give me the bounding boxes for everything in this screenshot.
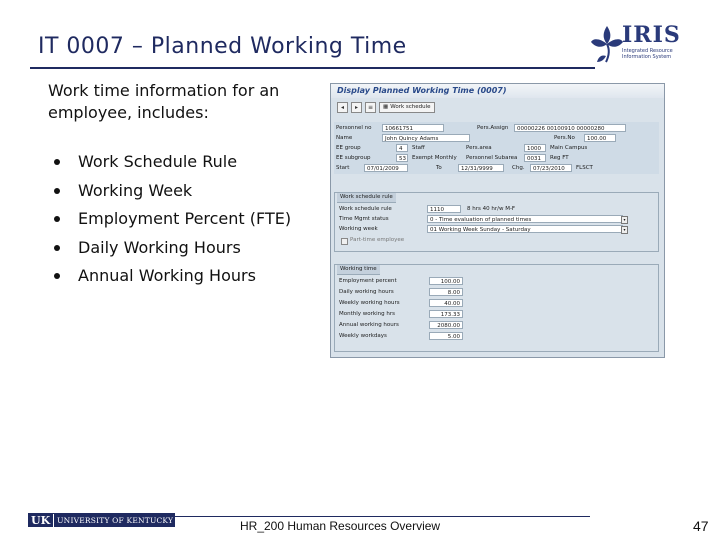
page-number: 47	[693, 518, 709, 534]
bullet-icon	[54, 188, 60, 194]
monthly-hours-label: Monthly working hrs	[339, 311, 395, 317]
bullet-list	[52, 148, 291, 291]
footer-course: HR_200 Human Resources Overview	[240, 519, 441, 533]
tm-status-label: Time Mgmt status	[339, 216, 389, 222]
work-schedule-group	[334, 192, 659, 252]
annual-hours-field[interactable]: 2080.00	[429, 321, 463, 329]
sap-screen	[330, 83, 665, 358]
overview-icon[interactable]: ≡	[365, 102, 376, 113]
working-time-group	[334, 264, 659, 352]
previous-record-icon[interactable]: ◂	[337, 102, 348, 113]
pers-no-field[interactable]: 100.00	[584, 134, 616, 142]
employment-percent-label: Employment percent	[339, 278, 397, 284]
bullet-icon	[54, 273, 60, 279]
bullet-item	[52, 148, 291, 177]
title-underline	[30, 67, 595, 69]
bullet-text: Employment Percent (FTE)	[78, 209, 292, 229]
bullet-item	[52, 234, 291, 263]
footer-divider	[175, 516, 590, 517]
name-field[interactable]: John Quincy Adams	[382, 134, 470, 142]
weekly-hours-label: Weekly working hours	[339, 300, 400, 306]
pers-no-label: Pers.No	[554, 135, 575, 141]
subarea-label: Personnel Subarea	[466, 155, 518, 161]
daily-hours-label: Daily working hours	[339, 289, 394, 295]
ee-group-text: Staff	[412, 145, 425, 151]
working-week-dropdown-icon[interactable]: ▾	[621, 226, 628, 234]
weekly-workdays-field[interactable]: 5.00	[429, 332, 463, 340]
to-label: To	[436, 165, 442, 171]
start-date-field[interactable]: 07/01/2009	[364, 164, 408, 172]
sap-window-title: Display Planned Working Time (0007)	[331, 84, 664, 98]
end-date-field[interactable]: 12/31/9999	[458, 164, 504, 172]
logo-tagline: Integrated Resource Information System	[622, 48, 673, 60]
bullet-icon	[54, 245, 60, 251]
bullet-item	[52, 205, 291, 234]
bullet-text: Annual Working Hours	[78, 266, 256, 286]
working-week-field[interactable]: 01 Working Week Sunday - Saturday	[427, 225, 623, 233]
work-schedule-group-title: Work schedule rule	[337, 193, 396, 203]
ee-group-field[interactable]: 4	[396, 144, 408, 152]
employment-percent-field[interactable]: 100.00	[429, 277, 463, 285]
next-record-icon[interactable]: ▸	[351, 102, 362, 113]
ee-subgroup-text: Exempt Monthly	[412, 155, 457, 161]
weekly-workdays-label: Weekly workdays	[339, 333, 387, 339]
pers-area-text: Main Campus	[550, 145, 588, 151]
part-time-label: Part-time employee	[350, 237, 405, 243]
sap-toolbar	[331, 101, 664, 113]
working-time-group-title: Working time	[337, 265, 380, 275]
annual-hours-label: Annual working hours	[339, 322, 399, 328]
bullet-icon	[54, 216, 60, 222]
university-name: UNIVERSITY OF KENTUCKY	[57, 515, 174, 525]
weekly-hours-field[interactable]: 40.00	[429, 299, 463, 307]
bullet-text: Daily Working Hours	[78, 237, 241, 257]
logo-name: IRIS	[622, 22, 681, 48]
bullet-text: Working Week	[78, 180, 193, 200]
changed-label: Chg.	[512, 165, 525, 171]
work-schedule-button[interactable]	[379, 102, 435, 113]
subarea-text: Reg FT	[550, 155, 569, 161]
tm-status-dropdown-icon[interactable]: ▾	[621, 216, 628, 224]
work-schedule-button-label: Work schedule	[390, 104, 431, 110]
name-label: Name	[336, 135, 353, 141]
university-badge: UK	[28, 514, 54, 527]
sap-header-block	[334, 122, 659, 174]
ee-subgroup-label: EE subgroup	[336, 155, 371, 161]
bullet-item	[52, 177, 291, 206]
tm-status-field[interactable]: 0 - Time evaluation of planned times	[427, 215, 623, 223]
intro-text: Work time information for an employee, includes:	[48, 81, 280, 122]
changed-date-field[interactable]: 07/23/2010	[530, 164, 572, 172]
daily-hours-field[interactable]: 8.00	[429, 288, 463, 296]
iris-flower-icon	[590, 22, 624, 68]
part-time-checkbox[interactable]	[341, 238, 348, 245]
pers-assign-field[interactable]: 00000226 00100910 00000280	[514, 124, 626, 132]
pers-area-field[interactable]: 1000	[524, 144, 546, 152]
working-week-label: Working week	[339, 226, 378, 232]
bullet-item	[52, 262, 291, 291]
monthly-hours-field[interactable]: 173.33	[429, 310, 463, 318]
ee-subgroup-field[interactable]: 53	[396, 154, 408, 162]
university-logo	[28, 513, 175, 527]
pers-assign-label: Pers.Assign	[477, 125, 509, 131]
calendar-icon: ▦	[383, 104, 389, 110]
personnel-no-label: Personnel no	[336, 125, 372, 131]
subarea-field[interactable]: 0031	[524, 154, 546, 162]
ee-group-label: EE group	[336, 145, 361, 151]
bullet-text: Work Schedule Rule	[78, 152, 238, 172]
ws-rule-label: Work schedule rule	[339, 206, 392, 212]
personnel-no-field[interactable]: 10661751	[382, 124, 444, 132]
changed-user-text: FLSCT	[576, 165, 593, 171]
pers-area-label: Pers.area	[466, 145, 492, 151]
ws-rule-field[interactable]: 1110	[427, 205, 461, 213]
slide-title: IT 0007 – Planned Working Time	[38, 34, 407, 59]
start-label: Start	[336, 165, 350, 171]
bullet-icon	[54, 159, 60, 165]
ws-rule-text: 8 hrs 40 hr/w M-F	[467, 206, 516, 212]
